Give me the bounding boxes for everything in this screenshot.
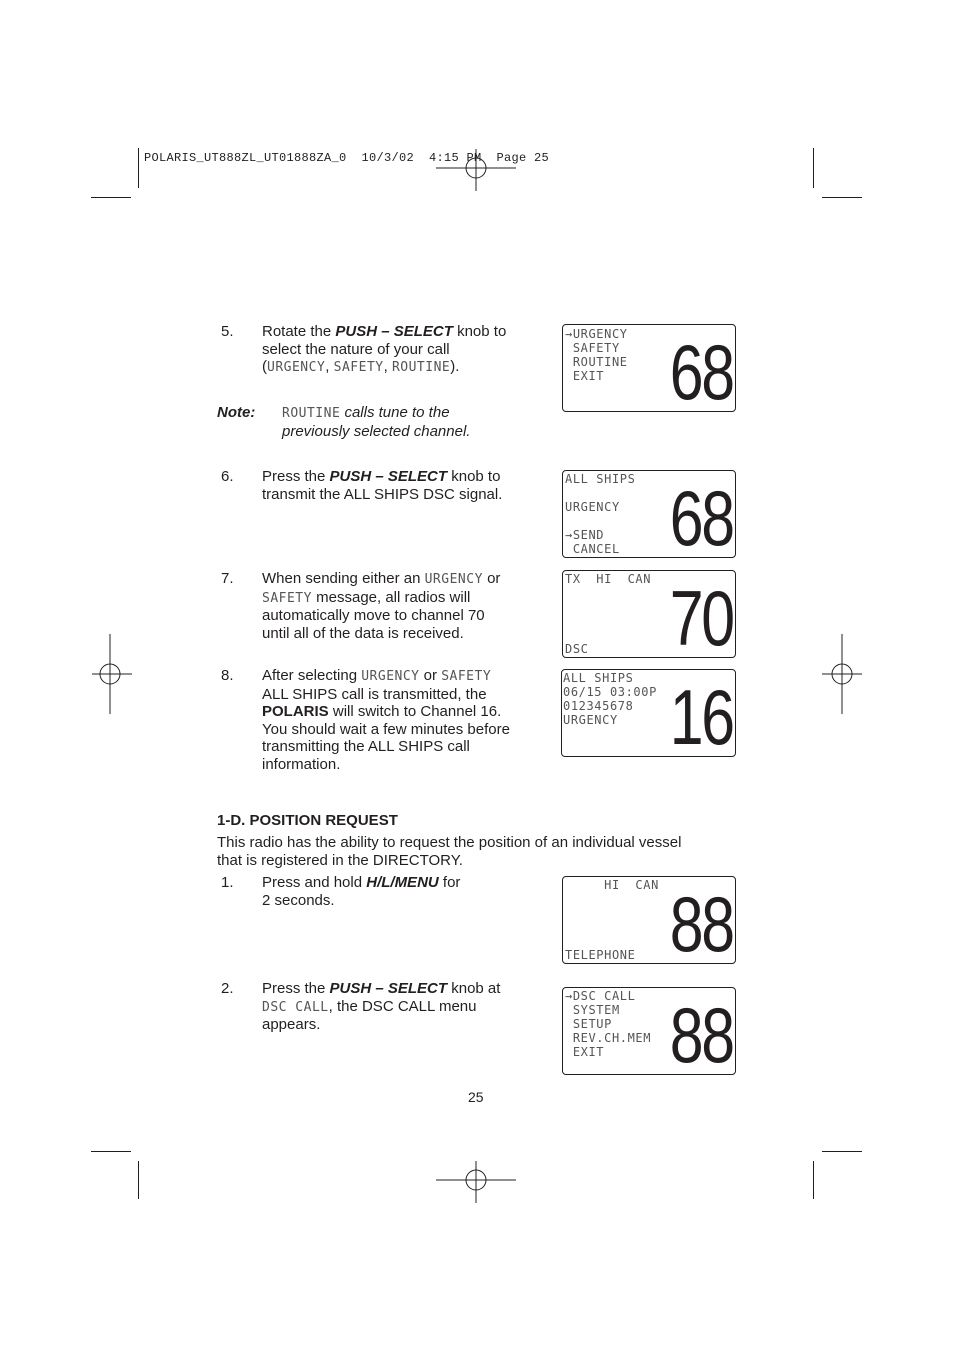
lcd-line: ROUTINE: [565, 355, 628, 369]
step-number: 8.: [221, 667, 234, 684]
channel-number: 68: [670, 328, 733, 412]
section-heading: 1-D. POSITION REQUEST: [217, 812, 398, 829]
channel-number: 70: [670, 574, 733, 658]
step-text: Press and hold: [262, 874, 367, 891]
lcd-term: URGENCY: [424, 572, 483, 587]
page-number: 25: [468, 1089, 484, 1105]
step-text: ,: [383, 358, 392, 376]
lcd-line: URGENCY: [563, 713, 618, 727]
lcd-term: DSC CALL: [262, 999, 329, 1015]
control-name: PUSH – SELECT: [329, 980, 448, 997]
lcd-line: ALL SHIPS: [563, 671, 634, 685]
lcd-line: REV.CH.MEM: [565, 1031, 652, 1045]
channel-number: 88: [670, 991, 733, 1075]
step-text: After selecting: [262, 667, 362, 684]
lcd-line: →SEND: [565, 528, 605, 542]
crop-mark: [138, 1161, 139, 1199]
lcd-term: SAFETY: [262, 590, 312, 606]
step-text: will switch to Channel 16.: [328, 703, 502, 721]
step-text: for: [438, 874, 461, 891]
lcd-display: [562, 987, 736, 1075]
registration-mark-icon: [436, 149, 516, 191]
step-text: When sending either an: [262, 570, 425, 587]
lcd-line: EXIT: [565, 1045, 605, 1059]
channel-number: 88: [670, 880, 733, 964]
intro-line: that is registered in the DIRECTORY.: [217, 851, 463, 869]
step-text: Press the: [262, 468, 330, 485]
step-number: 6.: [221, 468, 234, 485]
step-text: knob to: [447, 468, 501, 485]
channel-number: 68: [670, 474, 733, 558]
crop-mark: [822, 1151, 862, 1152]
intro-line: This radio has the ability to request the position of an individual vessel: [217, 834, 682, 851]
step-text: until all of the data is received.: [262, 624, 464, 642]
step-text: ).: [450, 358, 460, 376]
step-text: message, all radios will: [311, 588, 471, 606]
registration-mark-icon: [436, 1161, 516, 1203]
step-number: 2.: [221, 980, 234, 997]
step-number: 5.: [221, 323, 234, 340]
lcd-line: SYSTEM: [565, 1003, 620, 1017]
crop-mark: [813, 148, 814, 188]
step-text: or: [482, 570, 501, 587]
lcd-line: EXIT: [565, 369, 605, 383]
lcd-line: →URGENCY: [565, 327, 628, 341]
lcd-line: →DSC CALL: [565, 989, 636, 1003]
step-text: ALL SHIPS call is transmitted, the: [262, 685, 487, 703]
step-text: select the nature of your call: [262, 340, 450, 358]
step-number: 7.: [221, 570, 234, 587]
lcd-line: 06/15 03:00P: [563, 685, 657, 699]
lcd-line: URGENCY: [565, 500, 620, 514]
crop-mark: [138, 148, 139, 188]
lcd-display: [562, 570, 736, 658]
lcd-term: SAFETY: [441, 669, 492, 684]
lcd-display: [562, 324, 736, 412]
control-name: PUSH – SELECT: [329, 468, 448, 485]
lcd-line: SETUP: [565, 1017, 612, 1031]
crop-mark: [91, 197, 131, 198]
lcd-line: CANCEL: [565, 542, 620, 556]
step-text: Press the: [262, 980, 330, 997]
section-intro: [217, 834, 777, 869]
step-text: (: [262, 358, 267, 376]
control-name: PUSH – SELECT: [335, 323, 453, 340]
note-text: previously selected channel.: [282, 422, 471, 440]
lcd-term: ROUTINE: [391, 360, 451, 376]
note-label: Note:: [217, 404, 256, 421]
step-text: automatically move to channel 70: [262, 607, 485, 625]
registration-mark-icon: [92, 634, 132, 714]
lcd-line: SAFETY: [565, 341, 620, 355]
lcd-line: ALL SHIPS: [565, 472, 636, 486]
step-text: Rotate the: [262, 323, 336, 340]
step-number: 1.: [221, 874, 234, 891]
registration-mark-icon: [822, 634, 862, 714]
channel-number: 16: [670, 673, 733, 757]
lcd-line: HI CAN: [565, 878, 659, 892]
crop-mark: [91, 1151, 131, 1152]
lcd-line: TELEPHONE: [565, 948, 636, 962]
step-text: ,: [325, 358, 334, 376]
lcd-display: [562, 876, 736, 964]
step-text: knob at: [447, 980, 501, 997]
brand-name: POLARIS: [262, 703, 329, 721]
step-text: You should wait a few minutes before: [262, 720, 510, 738]
step-text: , the DSC CALL menu: [328, 997, 477, 1015]
crop-mark: [822, 197, 862, 198]
lcd-line: TX HI CAN: [565, 572, 652, 586]
lcd-term: ROUTINE: [282, 406, 341, 421]
step-text: appears.: [262, 1016, 321, 1034]
file-slug: POLARIS_UT888ZL_UT01888ZA_0 10/3/02 4:15 PM Page 25: [144, 151, 550, 165]
step-text: transmitting the ALL SHIPS call: [262, 738, 470, 756]
lcd-term: SAFETY: [333, 360, 384, 376]
crop-mark: [813, 1161, 814, 1199]
step-text: or: [419, 667, 442, 684]
lcd-term: URGENCY: [267, 360, 326, 376]
step-text: information.: [262, 755, 341, 773]
lcd-line: 012345678: [563, 699, 634, 713]
note-text: calls tune to the: [340, 404, 450, 421]
step-text: 2 seconds.: [262, 891, 335, 909]
lcd-term: URGENCY: [361, 669, 420, 684]
lcd-line: DSC: [565, 642, 589, 656]
lcd-display: [561, 669, 736, 757]
lcd-display: [562, 470, 736, 558]
step-text: knob to: [452, 323, 507, 340]
step-text: transmit the ALL SHIPS DSC signal.: [262, 485, 503, 503]
control-name: H/L/MENU: [366, 874, 439, 891]
